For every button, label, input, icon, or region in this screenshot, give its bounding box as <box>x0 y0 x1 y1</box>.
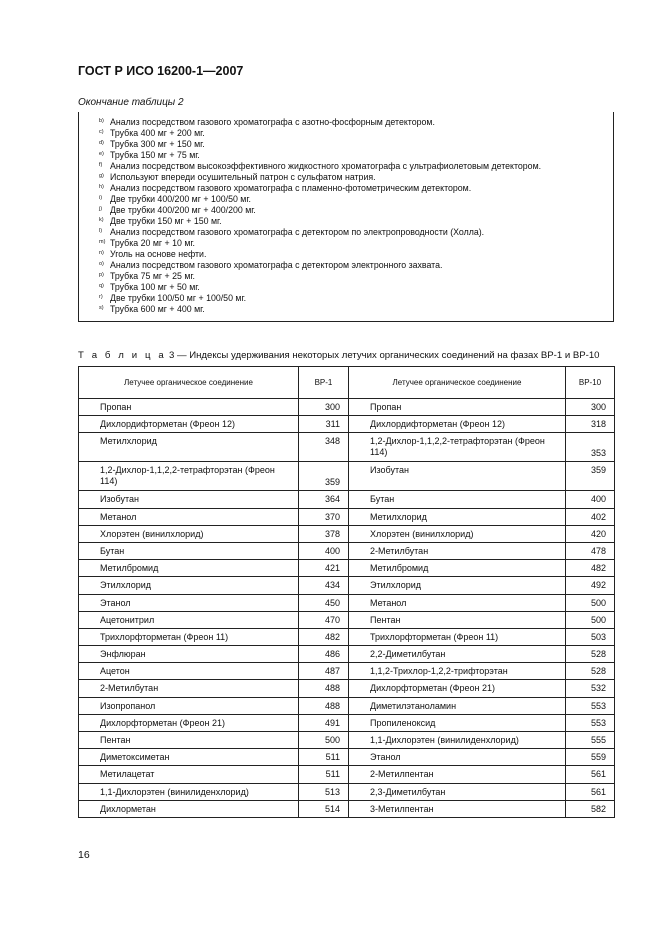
table-row <box>79 577 615 594</box>
compound-bp1-cell: 1,2-Дихлор-1,1,2,2-тетрафторэтан (Фреон 114) <box>79 462 299 491</box>
compound-bp1-cell: Энфлюран <box>79 646 299 663</box>
bp10-value-cell: 359 <box>566 462 615 491</box>
table-continuation-label: Окончание таблицы 2 <box>78 97 184 108</box>
compound-bp1-cell: Дихлордифторметан (Фреон 12) <box>79 416 299 433</box>
table-row <box>79 542 615 559</box>
compound-bp1-cell: Этилхлорид <box>79 577 299 594</box>
page-number: 16 <box>78 849 90 861</box>
footnote-text: Трубка 100 мг + 50 мг. <box>110 282 200 292</box>
bp1-value-cell: 513 <box>299 783 349 800</box>
compound-bp1-cell: Ацетонитрил <box>79 611 299 628</box>
bp10-value-cell: 555 <box>566 732 615 749</box>
table-row <box>79 628 615 645</box>
compound-bp1-cell: Хлорэтен (винилхлорид) <box>79 525 299 542</box>
table-row <box>79 525 615 542</box>
bp1-value-cell: 482 <box>299 628 349 645</box>
bp10-value-cell: 561 <box>566 766 615 783</box>
compound-bp10-cell: Пропиленоксид <box>349 714 566 731</box>
bp1-value-cell: 400 <box>299 542 349 559</box>
table-row <box>79 732 615 749</box>
compound-bp1-cell: Этанол <box>79 594 299 611</box>
footnote-text: Анализ посредством высокоэффективного жидкостного хроматографа с ультрафиолетовым детектором. <box>110 161 542 171</box>
bp1-value-cell: 364 <box>299 491 349 508</box>
compound-bp10-cell: 2,3-Диметилбутан <box>349 783 566 800</box>
table-row <box>79 491 615 508</box>
column-header-compound-bp10: Летучее органическое соединение <box>349 367 566 399</box>
footnote-mark: o) <box>99 261 104 267</box>
table-row <box>79 766 615 783</box>
table-row <box>79 560 615 577</box>
bp10-value-cell: 532 <box>566 680 615 697</box>
compound-bp10-cell: Дихлорфторметан (Фреон 21) <box>349 680 566 697</box>
compound-bp1-cell: 1,1-Дихлорэтен (винилиденхлорид) <box>79 783 299 800</box>
table-row <box>79 508 615 525</box>
compound-bp1-cell: Изопропанол <box>79 697 299 714</box>
compound-bp1-cell: Метилацетат <box>79 766 299 783</box>
footnote-mark: q) <box>99 283 104 289</box>
bp1-value-cell: 514 <box>299 800 349 817</box>
bp1-value-cell: 370 <box>299 508 349 525</box>
footnote-text: Используют впереди осушительный патрон с сульфатом натрия. <box>110 172 376 182</box>
footnote-mark: h) <box>99 184 104 190</box>
bp10-value-cell: 528 <box>566 646 615 663</box>
bp1-value-cell: 488 <box>299 697 349 714</box>
footnote-mark: m) <box>99 239 106 245</box>
bp10-value-cell: 500 <box>566 611 615 628</box>
footnote-text: Трубка 20 мг + 10 мг. <box>110 238 195 248</box>
bp1-value-cell: 511 <box>299 766 349 783</box>
compound-bp10-cell: Диметилэтаноламин <box>349 697 566 714</box>
bp10-value-cell: 582 <box>566 800 615 817</box>
bp10-value-cell: 553 <box>566 697 615 714</box>
compound-bp10-cell: Дихлордифторметан (Фреон 12) <box>349 416 566 433</box>
compound-bp1-cell: Ацетон <box>79 663 299 680</box>
footnote-text: Уголь на основе нефти. <box>110 249 207 259</box>
footnote-text: Трубка 150 мг + 75 мг. <box>110 150 200 160</box>
footnote-text: Анализ посредством газового хроматографа с детектором по электропроводности (Холла). <box>110 227 485 237</box>
footnote-mark: k) <box>99 217 104 223</box>
table-row <box>79 749 615 766</box>
bp10-value-cell: 300 <box>566 399 615 416</box>
footnote-text: Две трубки 400/200 мг + 100/50 мг. <box>110 194 251 204</box>
document-header: ГОСТ Р ИСО 16200-1—2007 <box>78 64 244 78</box>
table-caption <box>78 350 600 361</box>
compound-bp10-cell: Метилбромид <box>349 560 566 577</box>
compound-bp1-cell: Изобутан <box>79 491 299 508</box>
bp10-value-cell: 400 <box>566 491 615 508</box>
compound-bp10-cell: Изобутан <box>349 462 566 491</box>
retention-index-table <box>78 366 615 818</box>
bp1-value-cell: 491 <box>299 714 349 731</box>
bp1-value-cell: 488 <box>299 680 349 697</box>
bp1-value-cell: 500 <box>299 732 349 749</box>
bp10-value-cell: 420 <box>566 525 615 542</box>
compound-bp10-cell: Пропан <box>349 399 566 416</box>
footnote-text: Две трубки 400/200 мг + 400/200 мг. <box>110 205 256 215</box>
compound-bp10-cell: Бутан <box>349 491 566 508</box>
bp10-value-cell: 561 <box>566 783 615 800</box>
compound-bp10-cell: 2,2-Диметилбутан <box>349 646 566 663</box>
bp1-value-cell: 450 <box>299 594 349 611</box>
table-row <box>79 433 615 462</box>
compound-bp10-cell: Трихлорфторметан (Фреон 11) <box>349 628 566 645</box>
footnote-mark: i) <box>99 195 103 201</box>
table-row <box>79 714 615 731</box>
compound-bp1-cell: Метанол <box>79 508 299 525</box>
footnote-mark: f) <box>99 162 103 168</box>
compound-bp10-cell: Пентан <box>349 611 566 628</box>
table-header-row <box>79 367 615 399</box>
bp10-value-cell: 528 <box>566 663 615 680</box>
footnote-mark: r) <box>99 294 103 300</box>
footnote-mark: c) <box>99 129 104 135</box>
bp10-value-cell: 503 <box>566 628 615 645</box>
compound-bp1-cell: Метилбромид <box>79 560 299 577</box>
compound-bp10-cell: 1,1-Дихлорэтен (винилиденхлорид) <box>349 732 566 749</box>
footnote-mark: e) <box>99 151 104 157</box>
footnote-text: Две трубки 100/50 мг + 100/50 мг. <box>110 293 247 303</box>
compound-bp1-cell: Бутан <box>79 542 299 559</box>
table-row <box>79 399 615 416</box>
table-row <box>79 416 615 433</box>
footnote-mark: j) <box>99 206 103 212</box>
footnote-text: Трубка 600 мг + 400 мг. <box>110 304 205 314</box>
compound-bp10-cell: Этилхлорид <box>349 577 566 594</box>
footnote-text: Трубка 300 мг + 150 мг. <box>110 139 205 149</box>
compound-bp10-cell: Этанол <box>349 749 566 766</box>
compound-bp1-cell: Метилхлорид <box>79 433 299 462</box>
compound-bp10-cell: 2-Метилбутан <box>349 542 566 559</box>
footnote-text: Две трубки 150 мг + 150 мг. <box>110 216 222 226</box>
bp10-value-cell: 478 <box>566 542 615 559</box>
bp10-value-cell: 353 <box>566 433 615 462</box>
footnotes-box <box>78 112 614 322</box>
bp1-value-cell: 300 <box>299 399 349 416</box>
table-row <box>79 663 615 680</box>
compound-bp1-cell: Пропан <box>79 399 299 416</box>
footnote-text: Анализ посредством газового хроматографа с детектором электронного захвата. <box>110 260 443 270</box>
footnote-mark: p) <box>99 272 104 278</box>
footnote-mark: b) <box>99 118 104 124</box>
table-body <box>79 399 615 818</box>
bp1-value-cell: 470 <box>299 611 349 628</box>
bp10-value-cell: 500 <box>566 594 615 611</box>
table-row <box>79 594 615 611</box>
footnote-text: Анализ посредством газового хроматографа с азотно-фосфорным детектором. <box>110 117 435 127</box>
compound-bp10-cell: 2-Метилпентан <box>349 766 566 783</box>
bp10-value-cell: 482 <box>566 560 615 577</box>
bp1-value-cell: 487 <box>299 663 349 680</box>
table-row <box>79 783 615 800</box>
footnote-mark: d) <box>99 140 104 146</box>
compound-bp1-cell: Трихлорфторметан (Фреон 11) <box>79 628 299 645</box>
bp10-value-cell: 553 <box>566 714 615 731</box>
bp1-value-cell: 511 <box>299 749 349 766</box>
table-row <box>79 646 615 663</box>
bp1-value-cell: 348 <box>299 433 349 462</box>
compound-bp1-cell: Дихлорфторметан (Фреон 21) <box>79 714 299 731</box>
compound-bp10-cell: 1,2-Дихлор-1,1,2,2-тетрафторэтан (Фреон 114) <box>349 433 566 462</box>
footnote <box>99 303 205 315</box>
compound-bp10-cell: Метилхлорид <box>349 508 566 525</box>
bp1-value-cell: 421 <box>299 560 349 577</box>
compound-bp1-cell: Дихлорметан <box>79 800 299 817</box>
compound-bp1-cell: 2-Метилбутан <box>79 680 299 697</box>
table-row <box>79 462 615 491</box>
footnote-text: Трубка 75 мг + 25 мг. <box>110 271 195 281</box>
footnote-mark: n) <box>99 250 104 256</box>
bp1-value-cell: 486 <box>299 646 349 663</box>
bp10-value-cell: 402 <box>566 508 615 525</box>
compound-bp10-cell: Хлорэтен (винилхлорид) <box>349 525 566 542</box>
bp10-value-cell: 318 <box>566 416 615 433</box>
column-header-compound-bp1: Летучее органическое соединение <box>79 367 299 399</box>
table-row <box>79 611 615 628</box>
compound-bp1-cell: Диметоксиметан <box>79 749 299 766</box>
footnote-text: Анализ посредством газового хроматографа с пламенно-фотометрическим детектором. <box>110 183 472 193</box>
bp1-value-cell: 378 <box>299 525 349 542</box>
table-row <box>79 697 615 714</box>
column-header-bp10: ВР-10 <box>566 367 615 399</box>
bp10-value-cell: 559 <box>566 749 615 766</box>
table-caption-label: Т а б л и ц а <box>78 350 167 361</box>
table-caption-text: 3 — Индексы удерживания некоторых летучих органических соединений на фазах ВР-1 и ВР-10 <box>166 350 600 361</box>
compound-bp1-cell: Пентан <box>79 732 299 749</box>
footnote-text: Трубка 400 мг + 200 мг. <box>110 128 205 138</box>
bp1-value-cell: 359 <box>299 462 349 491</box>
bp1-value-cell: 434 <box>299 577 349 594</box>
column-header-bp1: ВР-1 <box>299 367 349 399</box>
footnote-mark: s) <box>99 305 104 311</box>
compound-bp10-cell: 3-Метилпентан <box>349 800 566 817</box>
table-row <box>79 680 615 697</box>
compound-bp10-cell: Метанол <box>349 594 566 611</box>
bp1-value-cell: 311 <box>299 416 349 433</box>
footnote-mark: l) <box>99 228 103 234</box>
footnote-mark: g) <box>99 173 104 179</box>
table-row <box>79 800 615 817</box>
bp10-value-cell: 492 <box>566 577 615 594</box>
compound-bp10-cell: 1,1,2-Трихлор-1,2,2-трифторэтан <box>349 663 566 680</box>
